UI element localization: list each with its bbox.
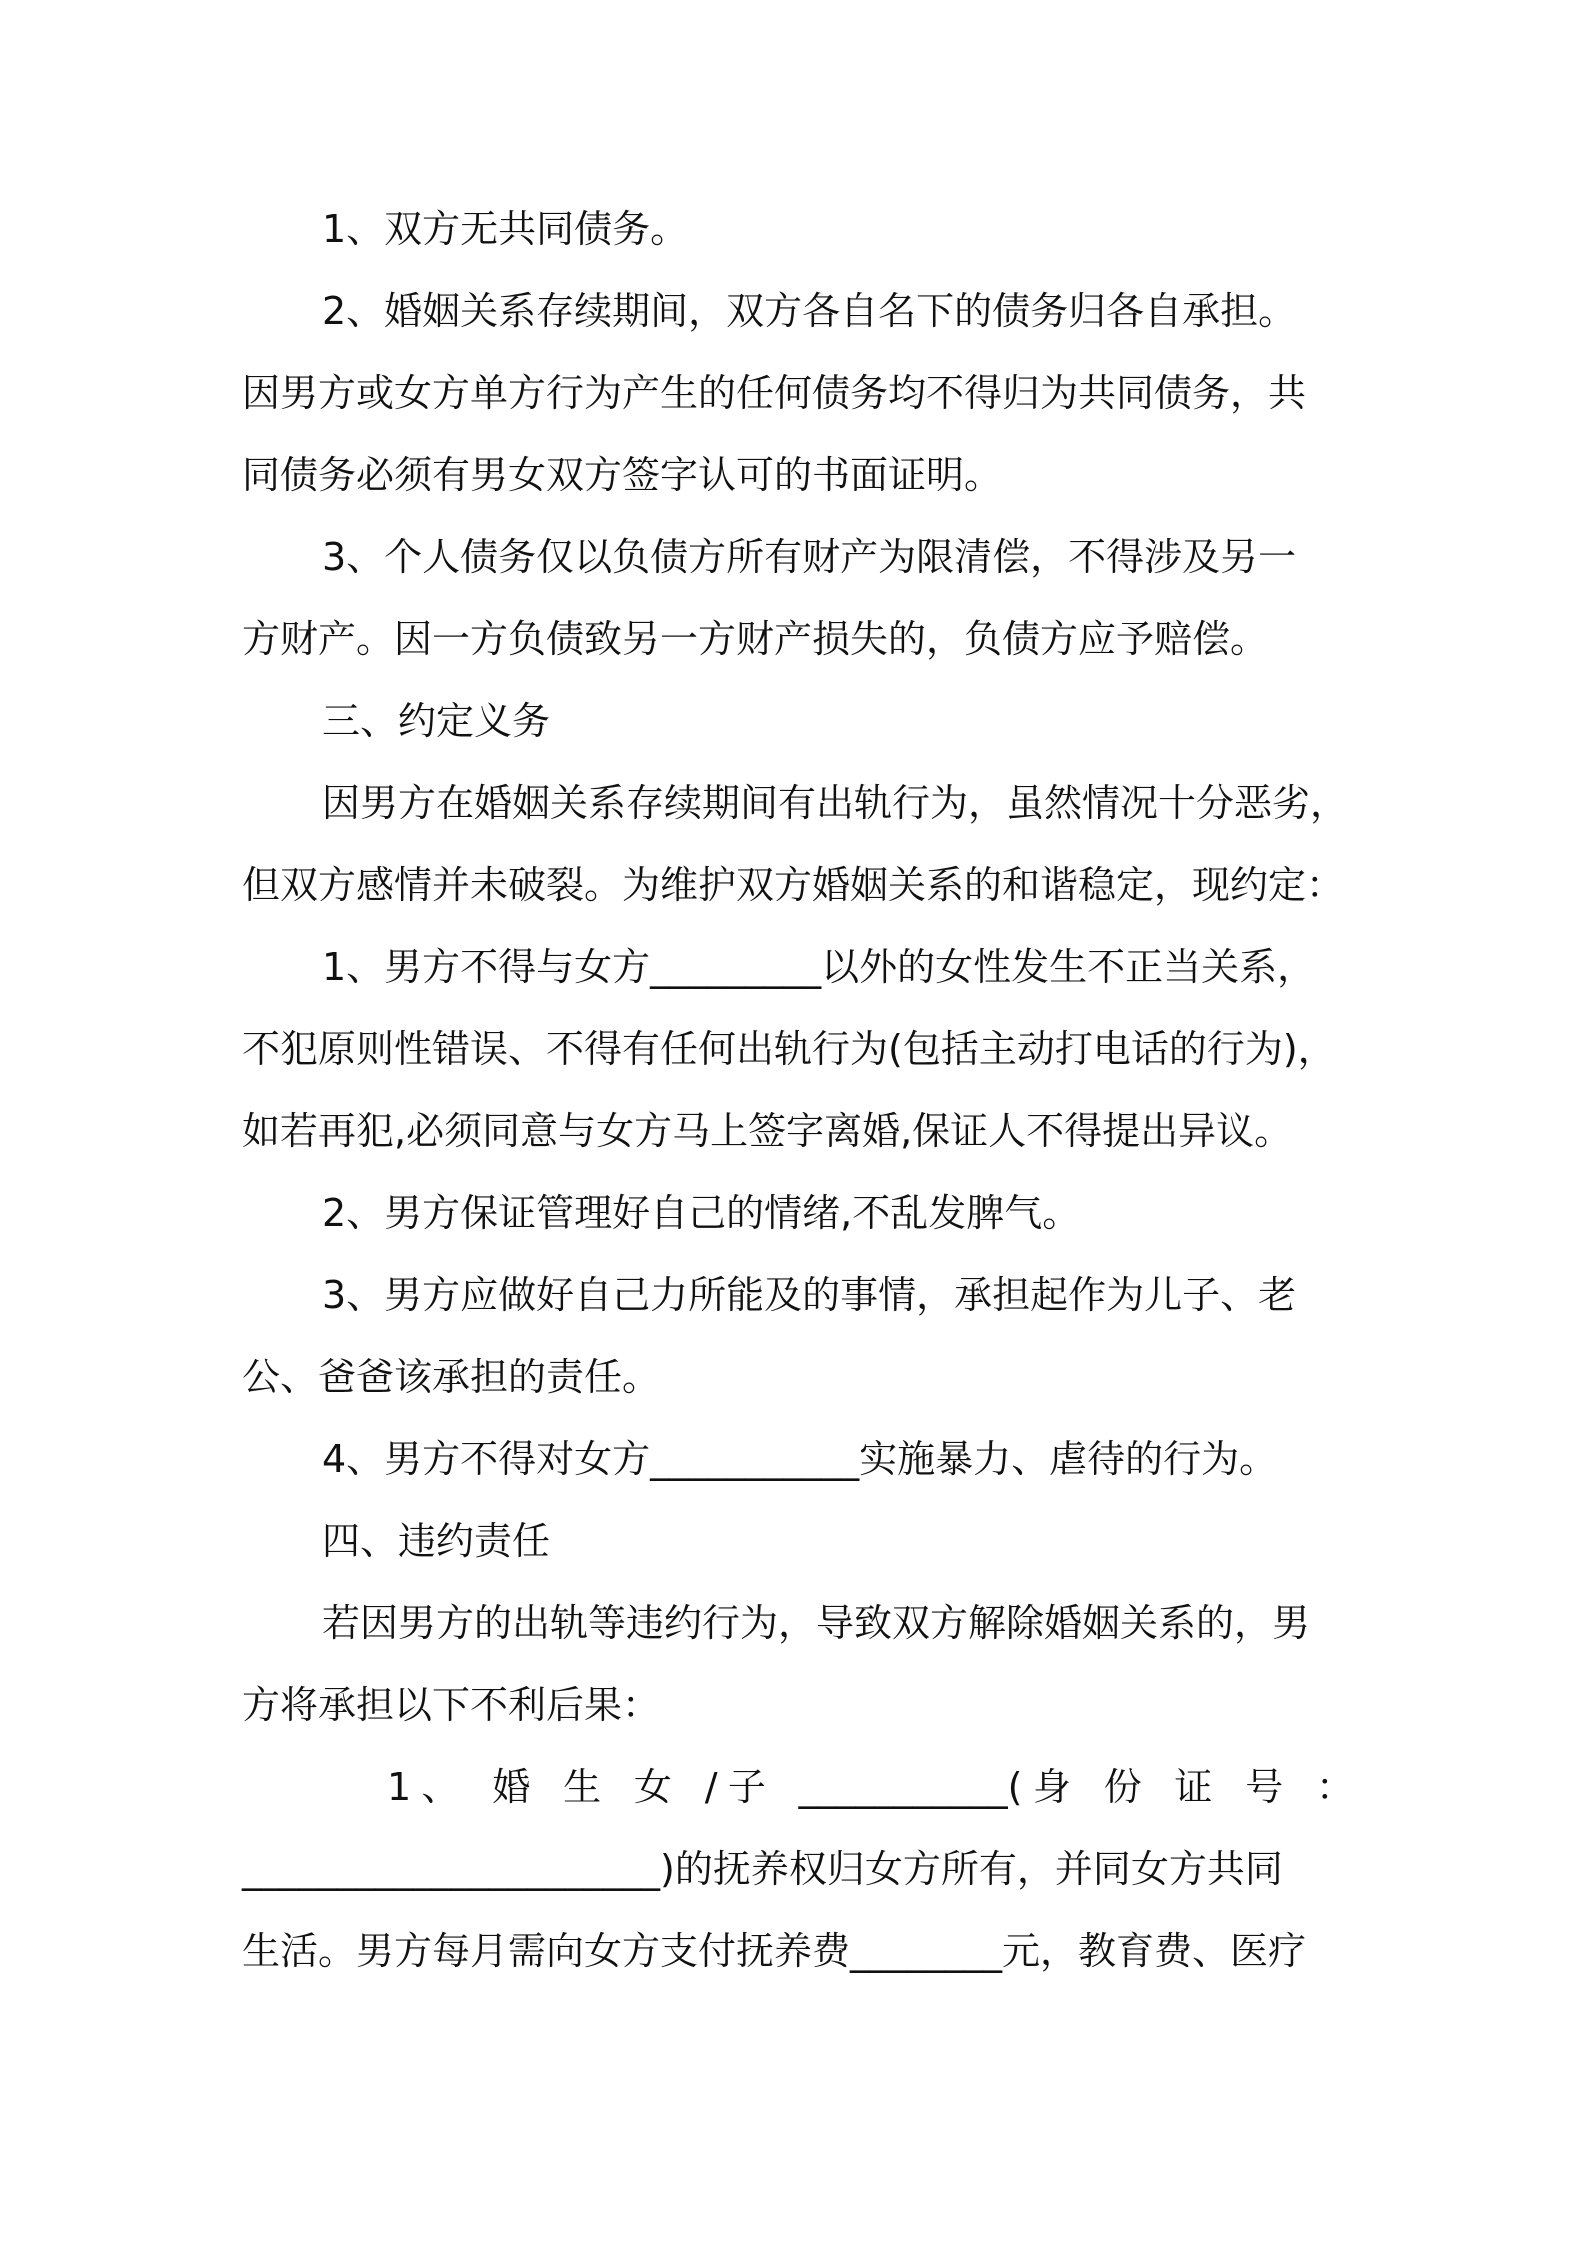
document-body <box>242 188 1354 1992</box>
section-heading-liability: 四、违约责任 <box>322 1519 551 1563</box>
obligations-intro-line-1: 因男方在婚姻关系存续期间有出轨行为，虽然情况十分恶劣， <box>322 781 1349 825</box>
liability-1-line-1: 1、 婚 生 女 /子 ___________(身 份 证 号 ： <box>387 1765 1354 1809</box>
obligation-3-line-1: 3、男方应做好自己力所能及的事情，承担起作为儿子、老 <box>322 1273 1297 1317</box>
debt-clause-2-line-1: 2、婚姻关系存续期间，双方各自名下的债务归各自承担。 <box>322 289 1297 333</box>
obligations-intro-line-2: 但双方感情并未破裂。为维护双方婚姻关系的和谐稳定，现约定： <box>242 863 1345 907</box>
liability-intro-line-2: 方将承担以下不利后果： <box>242 1683 661 1727</box>
debt-clause-2-line-2: 因男方或女方单方行为产生的任何债务均不得归为共同债务，共 <box>242 371 1307 415</box>
debt-clause-3-line-1: 3、个人债务仅以负债方所有财产为限清偿，不得涉及另一 <box>322 535 1297 579</box>
liability-1-line-3: 生活。男方每月需向女方支付抚养费________元，教育费、医疗 <box>242 1929 1307 1973</box>
debt-clause-2-line-3: 同债务必须有男女双方签字认可的书面证明。 <box>242 453 1003 497</box>
obligation-4: 4、男方不得对女方___________实施暴力、虐待的行为。 <box>322 1437 1278 1481</box>
obligation-3-line-2: 公、爸爸该承担的责任。 <box>242 1355 661 1399</box>
liability-intro-line-1: 若因男方的出轨等违约行为，导致双方解除婚姻关系的，男 <box>322 1601 1311 1645</box>
debt-clause-3-line-2: 方财产。因一方负债致另一方财产损失的，负债方应予赔偿。 <box>242 617 1269 661</box>
obligation-1-line-2: 不犯原则性错误、不得有任何出轨行为(包括主动打电话的行为)， <box>242 1027 1336 1071</box>
obligation-2: 2、男方保证管理好自己的情绪,不乱发脾气。 <box>322 1191 1081 1235</box>
section-heading-obligations: 三、约定义务 <box>322 699 551 743</box>
liability-1-line-2: ______________________)的抚养权归女方所有，并同女方共同 <box>242 1847 1283 1891</box>
obligation-1-line-3: 如若再犯,必须同意与女方马上签字离婚,保证人不得提出异议。 <box>242 1109 1293 1153</box>
obligation-1-line-1: 1、男方不得与女方_________以外的女性发生不正当关系， <box>322 945 1316 989</box>
debt-clause-1: 1、双方无共同债务。 <box>322 207 689 251</box>
